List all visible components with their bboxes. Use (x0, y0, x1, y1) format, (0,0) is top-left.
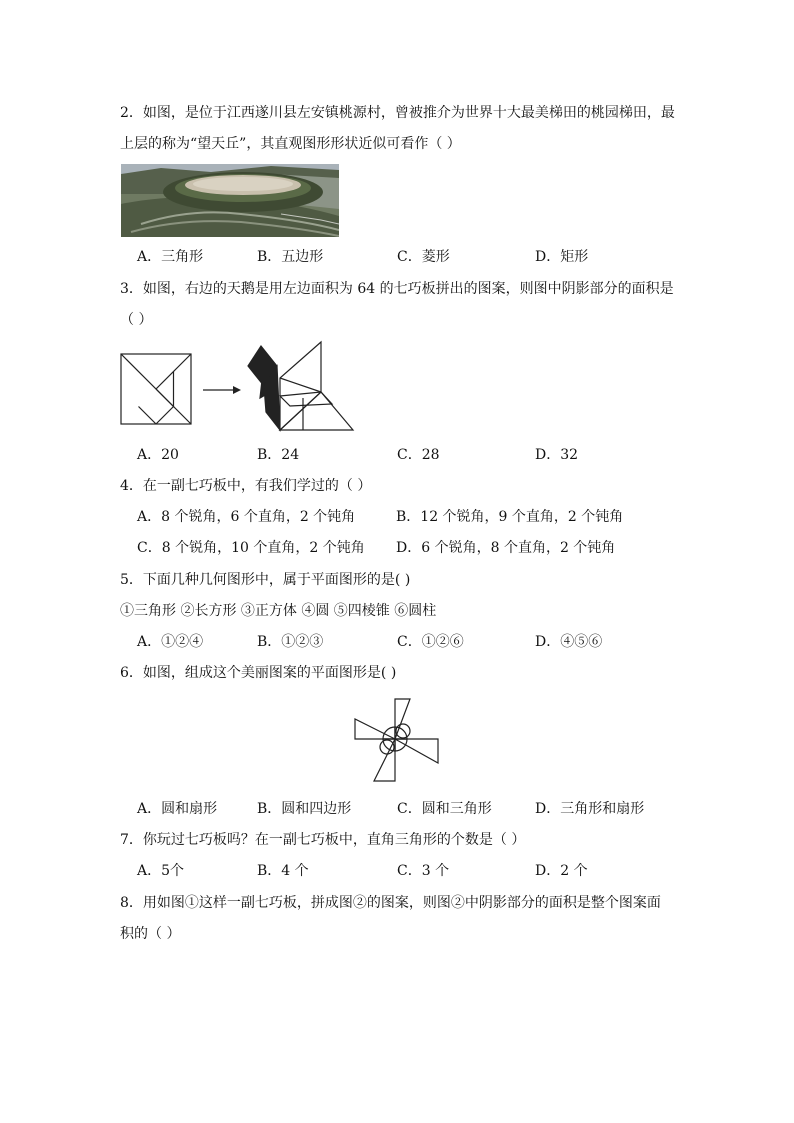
q3-text-line2: （ ） (120, 312, 153, 328)
q3-option-c: C．28 (397, 447, 440, 463)
q4-option-d: D．6 个锐角，8 个直角，2 个钝角 (396, 540, 616, 556)
q2-option-b: B．五边形 (257, 249, 324, 265)
tangram-swan (248, 342, 353, 430)
q2-option-d: D．矩形 (535, 249, 589, 265)
q3-option-d: D．32 (535, 447, 579, 463)
tangram-square (121, 354, 191, 424)
q2-option-c: C．菱形 (397, 249, 450, 265)
q6-option-a: A．圆和扇形 (137, 801, 218, 817)
q4-option-c: C．8 个锐角，10 个直角，2 个钝角 (137, 540, 365, 556)
q3-option-b: B．24 (257, 447, 300, 463)
q2-text-line2: 上层的称为“望天丘”，其直观图形形状近似可看作（ ） (120, 136, 461, 152)
q4-option-a: A．8 个锐角，6 个直角，2 个钝角 (137, 509, 356, 525)
q3-text-line1: 3．如图，右边的天鹅是用左边面积为 64 的七巧板拼出的图案，则图中阴影部分的面积是 (120, 281, 674, 297)
q7-option-d: D．2 个 (535, 863, 588, 879)
q2-text-line1: 2．如图，是位于江西遂川县左安镇桃源村，曾被推介为世界十大最美梯田的桃园梯田，最 (120, 105, 675, 121)
terrace-photo (121, 164, 339, 237)
q8-text-line1: 8．用如图①这样一副七巧板，拼成图②的图案，则图②中阴影部分的面积是整个图案面 (120, 895, 661, 911)
arrow-right-icon (203, 386, 241, 394)
q5-option-a: A．①②④ (137, 634, 204, 650)
terrace-photo-illustration (121, 164, 339, 237)
q7-option-a: A．5个 (137, 863, 185, 879)
q5-option-b: B．①②③ (257, 634, 324, 650)
q4-text: 4．在一副七巧板中，有我们学过的（ ） (120, 478, 372, 494)
q2-option-a: A．三角形 (137, 249, 204, 265)
q5-text: 5．下面几种几何图形中，属于平面图形的是( ) (120, 572, 411, 588)
q6-option-b: B．圆和四边形 (257, 801, 352, 817)
q3-option-a: A．20 (137, 447, 179, 463)
q6-option-d: D．三角形和扇形 (535, 801, 645, 817)
pinwheel-triangle-top (395, 699, 410, 739)
q7-text: 7．你玩过七巧板吗？在一副七巧板中，直角三角形的个数是（ ） (120, 832, 526, 848)
q5-items: ①三角形 ②长方形 ③正方体 ④圆 ⑤四棱锥 ⑥圆柱 (120, 603, 437, 619)
q6-option-c: C．圆和三角形 (397, 801, 492, 817)
q5-option-c: C．①②⑥ (397, 634, 464, 650)
q4-option-b: B．12 个锐角，9 个直角，2 个钝角 (396, 509, 624, 525)
pinwheel-figure (352, 697, 442, 785)
q8-text-line2: 积的（ ） (120, 926, 181, 942)
q7-option-c: C．3 个 (397, 863, 450, 879)
q7-option-b: B．4 个 (257, 863, 309, 879)
q6-text: 6．如图，组成这个美丽图案的平面图形是( ) (120, 665, 397, 681)
tangram-swan-figure (118, 338, 358, 434)
pinwheel-triangle-right (395, 739, 438, 763)
q5-option-d: D．④⑤⑥ (535, 634, 603, 650)
